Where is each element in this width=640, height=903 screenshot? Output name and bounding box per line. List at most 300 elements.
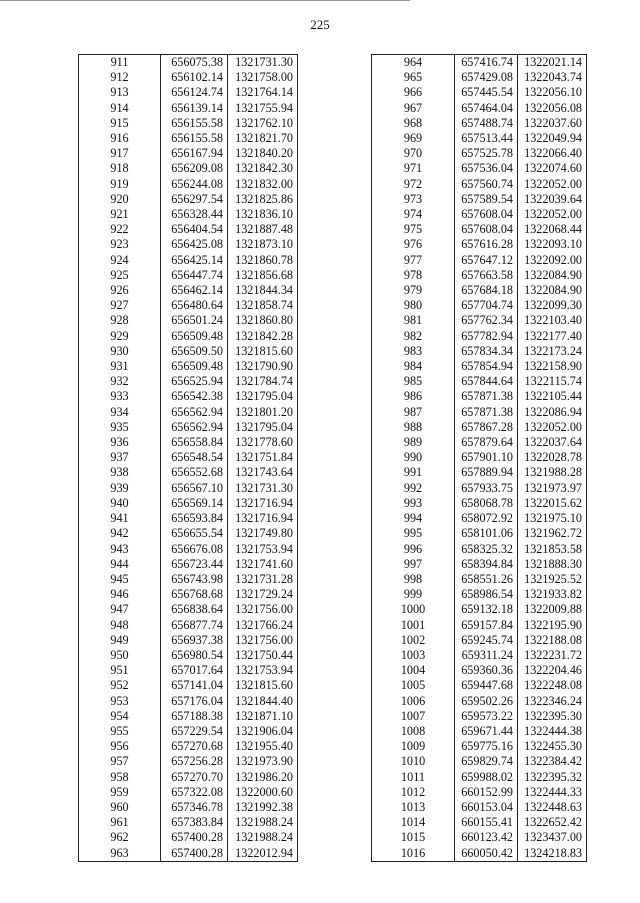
table-row: [79, 161, 298, 176]
x-coordinate-cell: 656567.10: [161, 481, 228, 496]
table-row: [372, 572, 587, 587]
y-coordinate-cell: 1321873.10: [228, 237, 298, 252]
x-coordinate-cell: 659157.84: [455, 618, 518, 633]
point-number-cell: 952: [79, 678, 161, 693]
y-coordinate-cell: 1321755.94: [228, 101, 298, 116]
table-row: [79, 359, 298, 374]
point-number-cell: 959: [79, 785, 161, 800]
point-number-cell: 1002: [372, 633, 455, 648]
table-row: [79, 815, 298, 830]
table-row: [79, 55, 298, 71]
x-coordinate-cell: 656124.74: [161, 85, 228, 100]
point-number-cell: 991: [372, 465, 455, 480]
y-coordinate-cell: 1321784.74: [228, 374, 298, 389]
x-coordinate-cell: 656102.14: [161, 70, 228, 85]
table-row: [372, 830, 587, 845]
point-number-cell: 1005: [372, 678, 455, 693]
table-row: [372, 101, 587, 116]
y-coordinate-cell: 1321731.28: [228, 572, 298, 587]
x-coordinate-cell: 656480.64: [161, 298, 228, 313]
y-coordinate-cell: 1322084.90: [518, 268, 587, 283]
point-number-cell: 945: [79, 572, 161, 587]
point-number-cell: 985: [372, 374, 455, 389]
y-coordinate-cell: 1322173.24: [518, 344, 587, 359]
x-coordinate-cell: 657256.28: [161, 754, 228, 769]
point-number-cell: 999: [372, 587, 455, 602]
x-coordinate-cell: 658394.84: [455, 557, 518, 572]
coordinates-table-left: [78, 54, 298, 862]
point-number-cell: 968: [372, 116, 455, 131]
table-row: [372, 800, 587, 815]
point-number-cell: 1004: [372, 663, 455, 678]
coordinates-table-right: [371, 54, 587, 862]
y-coordinate-cell: 1321778.60: [228, 435, 298, 450]
y-coordinate-cell: 1321716.94: [228, 496, 298, 511]
point-number-cell: 976: [372, 237, 455, 252]
x-coordinate-cell: 658986.54: [455, 587, 518, 602]
point-number-cell: 1012: [372, 785, 455, 800]
y-coordinate-cell: 1322455.30: [518, 739, 587, 754]
x-coordinate-cell: 657684.18: [455, 283, 518, 298]
table-row: [372, 602, 587, 617]
table-row: [79, 131, 298, 146]
y-coordinate-cell: 1322092.00: [518, 253, 587, 268]
y-coordinate-cell: 1322231.72: [518, 648, 587, 663]
top-rule: [0, 0, 410, 1]
x-coordinate-cell: 659245.74: [455, 633, 518, 648]
x-coordinate-cell: 657464.04: [455, 101, 518, 116]
x-coordinate-cell: 659360.36: [455, 663, 518, 678]
point-number-cell: 951: [79, 663, 161, 678]
y-coordinate-cell: 1322043.74: [518, 70, 587, 85]
x-coordinate-cell: 656501.24: [161, 313, 228, 328]
x-coordinate-cell: 657889.94: [455, 465, 518, 480]
point-number-cell: 982: [372, 329, 455, 344]
x-coordinate-cell: 656562.94: [161, 405, 228, 420]
table-row: [372, 542, 587, 557]
x-coordinate-cell: 657445.54: [455, 85, 518, 100]
y-coordinate-cell: 1322039.64: [518, 192, 587, 207]
x-coordinate-cell: 658551.26: [455, 572, 518, 587]
table-row: [372, 405, 587, 420]
y-coordinate-cell: 1321751.84: [228, 450, 298, 465]
y-coordinate-cell: 1322158.90: [518, 359, 587, 374]
point-number-cell: 967: [372, 101, 455, 116]
point-number-cell: 936: [79, 435, 161, 450]
x-coordinate-cell: 657901.10: [455, 450, 518, 465]
table-row: [79, 192, 298, 207]
y-coordinate-cell: 1321840.20: [228, 146, 298, 161]
y-coordinate-cell: 1322012.94: [228, 846, 298, 862]
table-row: [79, 344, 298, 359]
table-row: [372, 618, 587, 633]
table-row: [79, 496, 298, 511]
y-coordinate-cell: 1324218.83: [518, 846, 587, 862]
point-number-cell: 1014: [372, 815, 455, 830]
point-number-cell: 981: [372, 313, 455, 328]
y-coordinate-cell: 1322074.60: [518, 161, 587, 176]
point-number-cell: 919: [79, 177, 161, 192]
table-row: [79, 237, 298, 252]
table-row: [79, 268, 298, 283]
y-coordinate-cell: 1321962.72: [518, 526, 587, 541]
table-row: [372, 207, 587, 222]
table-row: [372, 344, 587, 359]
x-coordinate-cell: 656768.68: [161, 587, 228, 602]
point-number-cell: 913: [79, 85, 161, 100]
table-row: [372, 511, 587, 526]
point-number-cell: 950: [79, 648, 161, 663]
point-number-cell: 979: [372, 283, 455, 298]
point-number-cell: 1006: [372, 694, 455, 709]
point-number-cell: 920: [79, 192, 161, 207]
point-number-cell: 1015: [372, 830, 455, 845]
point-number-cell: 974: [372, 207, 455, 222]
x-coordinate-cell: 656509.48: [161, 359, 228, 374]
x-coordinate-cell: 657844.64: [455, 374, 518, 389]
y-coordinate-cell: 1322395.30: [518, 709, 587, 724]
point-number-cell: 990: [372, 450, 455, 465]
x-coordinate-cell: 656297.54: [161, 192, 228, 207]
y-coordinate-cell: 1321832.00: [228, 177, 298, 192]
point-number-cell: 960: [79, 800, 161, 815]
x-coordinate-cell: 656509.50: [161, 344, 228, 359]
page-number: 225: [310, 17, 330, 32]
point-number-cell: 980: [372, 298, 455, 313]
table-row: [79, 374, 298, 389]
table-row: [79, 800, 298, 815]
table-row: [372, 374, 587, 389]
table-row: [79, 222, 298, 237]
x-coordinate-cell: 656525.94: [161, 374, 228, 389]
y-coordinate-cell: 1322021.14: [518, 55, 587, 71]
point-number-cell: 922: [79, 222, 161, 237]
y-coordinate-cell: 1321731.30: [228, 55, 298, 71]
point-number-cell: 1001: [372, 618, 455, 633]
point-number-cell: 937: [79, 450, 161, 465]
table-row: [79, 116, 298, 131]
y-coordinate-cell: 1321756.00: [228, 633, 298, 648]
table-row: [372, 329, 587, 344]
x-coordinate-cell: 657488.74: [455, 116, 518, 131]
y-coordinate-cell: 1321925.52: [518, 572, 587, 587]
point-number-cell: 943: [79, 542, 161, 557]
x-coordinate-cell: 656509.48: [161, 329, 228, 344]
x-coordinate-cell: 657647.12: [455, 253, 518, 268]
y-coordinate-cell: 1321955.40: [228, 739, 298, 754]
y-coordinate-cell: 1321888.30: [518, 557, 587, 572]
y-coordinate-cell: 1321836.10: [228, 207, 298, 222]
y-coordinate-cell: 1321750.44: [228, 648, 298, 663]
x-coordinate-cell: 659573.22: [455, 709, 518, 724]
point-number-cell: 1016: [372, 846, 455, 862]
table-row: [79, 678, 298, 693]
table-row: [372, 465, 587, 480]
table-row: [372, 815, 587, 830]
table-row: [372, 70, 587, 85]
x-coordinate-cell: 657933.75: [455, 481, 518, 496]
x-coordinate-cell: 656209.08: [161, 161, 228, 176]
x-coordinate-cell: 657383.84: [161, 815, 228, 830]
x-coordinate-cell: 660123.42: [455, 830, 518, 845]
table-row: [79, 542, 298, 557]
table-right-body: [372, 55, 587, 862]
x-coordinate-cell: 656655.54: [161, 526, 228, 541]
point-number-cell: 918: [79, 161, 161, 176]
point-number-cell: 1011: [372, 770, 455, 785]
x-coordinate-cell: 659502.26: [455, 694, 518, 709]
table-row: [372, 770, 587, 785]
table-row: [79, 785, 298, 800]
point-number-cell: 998: [372, 572, 455, 587]
x-coordinate-cell: 657782.94: [455, 329, 518, 344]
y-coordinate-cell: 1321795.04: [228, 389, 298, 404]
table-row: [79, 557, 298, 572]
point-number-cell: 994: [372, 511, 455, 526]
x-coordinate-cell: 660050.42: [455, 846, 518, 862]
table-row: [372, 587, 587, 602]
table-row: [372, 648, 587, 663]
x-coordinate-cell: 657608.04: [455, 222, 518, 237]
x-coordinate-cell: 657762.34: [455, 313, 518, 328]
y-coordinate-cell: 1321821.70: [228, 131, 298, 146]
y-coordinate-cell: 1321844.34: [228, 283, 298, 298]
y-coordinate-cell: 1321758.00: [228, 70, 298, 85]
y-coordinate-cell: 1322444.33: [518, 785, 587, 800]
y-coordinate-cell: 1322086.94: [518, 405, 587, 420]
y-coordinate-cell: 1321741.60: [228, 557, 298, 572]
point-number-cell: 957: [79, 754, 161, 769]
point-number-cell: 915: [79, 116, 161, 131]
x-coordinate-cell: 658101.06: [455, 526, 518, 541]
y-coordinate-cell: 1321973.97: [518, 481, 587, 496]
y-coordinate-cell: 1321756.00: [228, 602, 298, 617]
x-coordinate-cell: 657270.70: [161, 770, 228, 785]
table-row: [79, 253, 298, 268]
x-coordinate-cell: 658325.32: [455, 542, 518, 557]
point-number-cell: 939: [79, 481, 161, 496]
x-coordinate-cell: 657608.04: [455, 207, 518, 222]
x-coordinate-cell: 656980.54: [161, 648, 228, 663]
y-coordinate-cell: 1322000.60: [228, 785, 298, 800]
y-coordinate-cell: 1321871.10: [228, 709, 298, 724]
y-coordinate-cell: 1321749.80: [228, 526, 298, 541]
table-row: [372, 678, 587, 693]
y-coordinate-cell: 1322099.30: [518, 298, 587, 313]
point-number-cell: 944: [79, 557, 161, 572]
x-coordinate-cell: 656244.08: [161, 177, 228, 192]
y-coordinate-cell: 1321933.82: [518, 587, 587, 602]
x-coordinate-cell: 656167.94: [161, 146, 228, 161]
x-coordinate-cell: 656139.14: [161, 101, 228, 116]
x-coordinate-cell: 659132.18: [455, 602, 518, 617]
y-coordinate-cell: 1321856.68: [228, 268, 298, 283]
point-number-cell: 933: [79, 389, 161, 404]
y-coordinate-cell: 1321731.30: [228, 481, 298, 496]
y-coordinate-cell: 1322052.00: [518, 420, 587, 435]
table-row: [372, 283, 587, 298]
x-coordinate-cell: 656877.74: [161, 618, 228, 633]
point-number-cell: 958: [79, 770, 161, 785]
point-number-cell: 997: [372, 557, 455, 572]
point-number-cell: 948: [79, 618, 161, 633]
x-coordinate-cell: 657141.04: [161, 678, 228, 693]
y-coordinate-cell: 1322444.38: [518, 724, 587, 739]
x-coordinate-cell: 656155.58: [161, 116, 228, 131]
y-coordinate-cell: 1322084.90: [518, 283, 587, 298]
point-number-cell: 987: [372, 405, 455, 420]
x-coordinate-cell: 657589.54: [455, 192, 518, 207]
table-row: [372, 237, 587, 252]
y-coordinate-cell: 1321753.94: [228, 663, 298, 678]
table-row: [372, 709, 587, 724]
x-coordinate-cell: 657513.44: [455, 131, 518, 146]
point-number-cell: 942: [79, 526, 161, 541]
point-number-cell: 917: [79, 146, 161, 161]
x-coordinate-cell: 656723.44: [161, 557, 228, 572]
table-row: [79, 283, 298, 298]
y-coordinate-cell: 1321988.24: [228, 830, 298, 845]
x-coordinate-cell: 656743.98: [161, 572, 228, 587]
x-coordinate-cell: 658072.92: [455, 511, 518, 526]
point-number-cell: 934: [79, 405, 161, 420]
y-coordinate-cell: 1321887.48: [228, 222, 298, 237]
table-row: [79, 70, 298, 85]
table-row: [79, 85, 298, 100]
y-coordinate-cell: 1321766.24: [228, 618, 298, 633]
point-number-cell: 912: [79, 70, 161, 85]
point-number-cell: 989: [372, 435, 455, 450]
table-row: [79, 846, 298, 862]
x-coordinate-cell: 656425.08: [161, 237, 228, 252]
table-row: [79, 602, 298, 617]
point-number-cell: 923: [79, 237, 161, 252]
table-row: [79, 146, 298, 161]
point-number-cell: 962: [79, 830, 161, 845]
y-coordinate-cell: 1321844.40: [228, 694, 298, 709]
table-row: [79, 465, 298, 480]
point-number-cell: 930: [79, 344, 161, 359]
y-coordinate-cell: 1321860.80: [228, 313, 298, 328]
table-row: [79, 572, 298, 587]
y-coordinate-cell: 1322015.62: [518, 496, 587, 511]
point-number-cell: 941: [79, 511, 161, 526]
y-coordinate-cell: 1321825.86: [228, 192, 298, 207]
x-coordinate-cell: 656075.38: [161, 55, 228, 71]
table-row: [372, 633, 587, 648]
point-number-cell: 940: [79, 496, 161, 511]
x-coordinate-cell: 657834.34: [455, 344, 518, 359]
table-row: [79, 329, 298, 344]
table-row: [372, 526, 587, 541]
x-coordinate-cell: 657322.08: [161, 785, 228, 800]
point-number-cell: 995: [372, 526, 455, 541]
table-row: [372, 739, 587, 754]
y-coordinate-cell: 1322093.10: [518, 237, 587, 252]
y-coordinate-cell: 1321815.60: [228, 344, 298, 359]
point-number-cell: 914: [79, 101, 161, 116]
table-row: [79, 663, 298, 678]
table-row: [79, 450, 298, 465]
y-coordinate-cell: 1322188.08: [518, 633, 587, 648]
y-coordinate-cell: 1321753.94: [228, 542, 298, 557]
x-coordinate-cell: 659829.74: [455, 754, 518, 769]
x-coordinate-cell: 659311.24: [455, 648, 518, 663]
y-coordinate-cell: 1321988.28: [518, 465, 587, 480]
table-row: [79, 754, 298, 769]
y-coordinate-cell: 1322056.08: [518, 101, 587, 116]
table-row: [79, 770, 298, 785]
x-coordinate-cell: 660152.99: [455, 785, 518, 800]
table-row: [79, 177, 298, 192]
point-number-cell: 928: [79, 313, 161, 328]
table-row: [79, 101, 298, 116]
table-row: [372, 85, 587, 100]
table-row: [372, 663, 587, 678]
point-number-cell: 924: [79, 253, 161, 268]
table-row: [79, 420, 298, 435]
y-coordinate-cell: 1322177.40: [518, 329, 587, 344]
table-row: [372, 724, 587, 739]
point-number-cell: 956: [79, 739, 161, 754]
x-coordinate-cell: 657176.04: [161, 694, 228, 709]
y-coordinate-cell: 1321860.78: [228, 253, 298, 268]
x-coordinate-cell: 656558.84: [161, 435, 228, 450]
y-coordinate-cell: 1321815.60: [228, 678, 298, 693]
point-number-cell: 983: [372, 344, 455, 359]
x-coordinate-cell: 657663.58: [455, 268, 518, 283]
table-row: [372, 298, 587, 313]
x-coordinate-cell: 659775.16: [455, 739, 518, 754]
point-number-cell: 996: [372, 542, 455, 557]
table-row: [79, 389, 298, 404]
y-coordinate-cell: 1321716.94: [228, 511, 298, 526]
table-row: [372, 450, 587, 465]
table-row: [79, 298, 298, 313]
x-coordinate-cell: 657400.28: [161, 846, 228, 862]
x-coordinate-cell: 657229.54: [161, 724, 228, 739]
table-row: [372, 846, 587, 862]
table-row: [372, 420, 587, 435]
table-row: [372, 389, 587, 404]
x-coordinate-cell: 659988.02: [455, 770, 518, 785]
y-coordinate-cell: 1321853.58: [518, 542, 587, 557]
x-coordinate-cell: 657536.04: [455, 161, 518, 176]
point-number-cell: 1008: [372, 724, 455, 739]
y-coordinate-cell: 1322195.90: [518, 618, 587, 633]
point-number-cell: 1000: [372, 602, 455, 617]
table-row: [372, 161, 587, 176]
x-coordinate-cell: 656937.38: [161, 633, 228, 648]
x-coordinate-cell: 658068.78: [455, 496, 518, 511]
y-coordinate-cell: 1322103.40: [518, 313, 587, 328]
table-row: [79, 526, 298, 541]
x-coordinate-cell: 657346.78: [161, 800, 228, 815]
point-number-cell: 984: [372, 359, 455, 374]
y-coordinate-cell: 1322049.94: [518, 131, 587, 146]
table-row: [372, 313, 587, 328]
point-number-cell: 1003: [372, 648, 455, 663]
table-left-body: [79, 55, 298, 862]
y-coordinate-cell: 1321842.28: [228, 329, 298, 344]
point-number-cell: 932: [79, 374, 161, 389]
y-coordinate-cell: 1322056.10: [518, 85, 587, 100]
x-coordinate-cell: 656548.54: [161, 450, 228, 465]
x-coordinate-cell: 656569.14: [161, 496, 228, 511]
y-coordinate-cell: 1322204.46: [518, 663, 587, 678]
y-coordinate-cell: 1322115.74: [518, 374, 587, 389]
x-coordinate-cell: 656328.44: [161, 207, 228, 222]
